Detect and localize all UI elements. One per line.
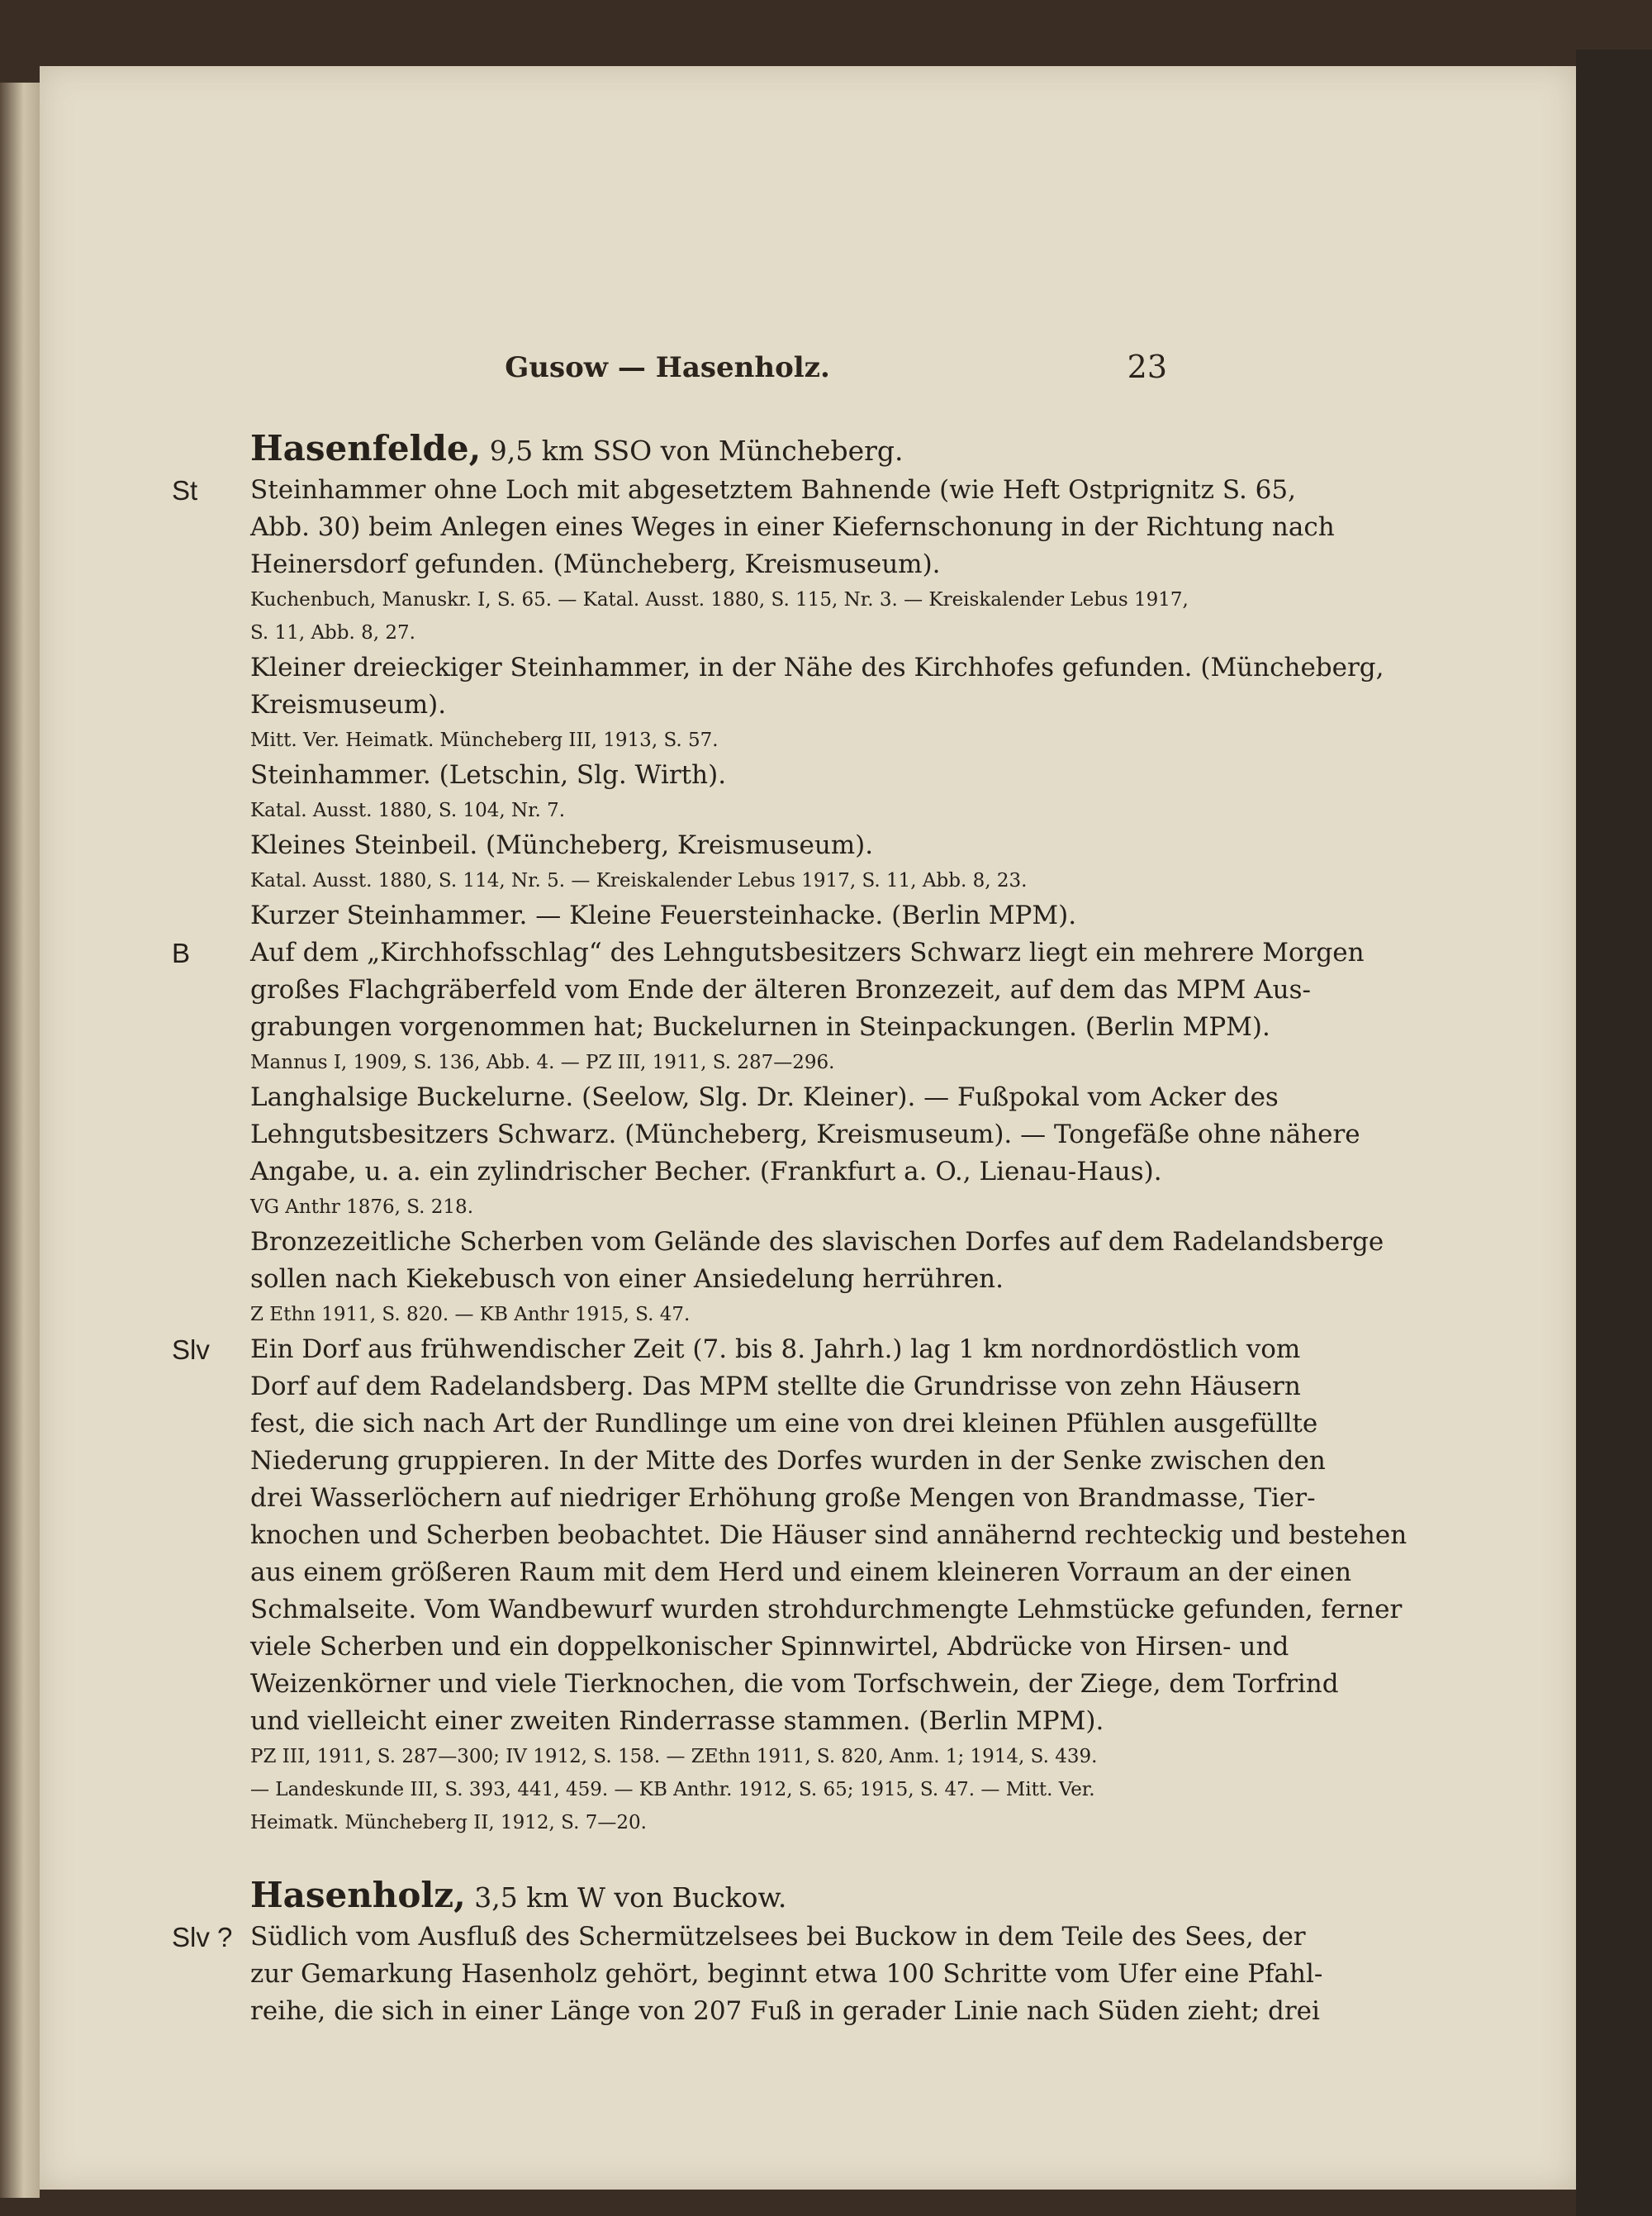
text-line <box>250 1153 1283 1191</box>
line-text: viele Scherben und ein doppelkonischer Spinnwirtel, Abdrücke von Hirsen- und <box>250 1632 1289 1662</box>
text-line <box>250 1517 1408 1554</box>
reference-line <box>250 1191 1283 1224</box>
line-text: Niederung gruppieren. In der Mitte des Dorfes wurden in der Senke zwischen den <box>250 1446 1326 1476</box>
text-line <box>250 972 1311 1009</box>
line-text: Lehngutsbesitzers Schwarz. (Müncheberg, Kreismuseum). — Tongefäße ohne nähere <box>250 1120 1360 1149</box>
line-text: Abb. 30) beim Anlegen eines Weges in einer Kiefernschonung in der Richtung nach <box>250 512 1335 542</box>
text-line <box>172 1919 1306 1956</box>
line-text: grabungen vorgenommen hat; Buckelurnen in Steinpackungen. (Berlin MPM). <box>250 1012 1270 1042</box>
line-text: Katal. Ausst. 1880, S. 114, Nr. 5. — Kreiskalender Lebus 1917, S. 11, Abb. 8, 23. <box>250 870 1028 892</box>
text-line <box>172 1331 1301 1368</box>
line-text: Ein Dorf aus frühwendischer Zeit (7. bis 8. Jahrh.) lag 1 km nordnordöstlich vom <box>250 1334 1301 1364</box>
text-line <box>250 649 1384 687</box>
line-text: sollen nach Kiekebusch von einer Ansiedelung herrühren. <box>250 1264 1004 1294</box>
line-text: Langhalsige Buckelurne. (Seelow, Slg. Dr. Kleiner). — Fußpokal vom Acker des <box>250 1082 1279 1112</box>
text-line <box>250 1116 1360 1153</box>
reference-line <box>250 1298 1283 1331</box>
line-text: Heimatk. Müncheberg II, 1912, S. 7—20. <box>250 1812 647 1833</box>
line-text: Kurzer Steinhammer. — Kleine Feuersteinhacke. (Berlin MPM). <box>250 901 1077 930</box>
line-text: Bronzezeitliche Scherben vom Gelände des slavischen Dorfes auf dem Radelandsberge <box>250 1227 1384 1257</box>
reference-line <box>250 583 1283 616</box>
period-marker: St <box>172 475 198 506</box>
line-text: Dorf auf dem Radelandsberg. Das MPM stellte die Grundrisse von zehn Häusern <box>250 1372 1301 1401</box>
text-line <box>250 897 1283 934</box>
text-line <box>250 1368 1301 1405</box>
reference-line <box>250 1773 1283 1806</box>
text-line <box>250 1554 1352 1591</box>
line-text: zur Gemarkung Hasenholz gehört, beginnt etwa 100 Schritte vom Ufer eine Pfahl- <box>250 1959 1323 1989</box>
period-marker: B <box>172 938 191 968</box>
line-text: S. 11, Abb. 8, 27. <box>250 622 415 644</box>
reference-line <box>250 724 1283 757</box>
line-text: Heinersdorf gefunden. (Müncheberg, Kreismuseum). <box>250 549 941 579</box>
text-line <box>250 1261 1283 1298</box>
text-line <box>250 1993 1320 2030</box>
line-text: Katal. Ausst. 1880, S. 104, Nr. 7. <box>250 800 566 821</box>
text-line <box>250 757 1283 794</box>
reference-line <box>250 616 1283 649</box>
text-line <box>250 1666 1339 1703</box>
reference-line <box>250 1806 1283 1839</box>
line-text: — Landeskunde III, S. 393, 441, 459. — KB Anthr. 1912, S. 65; 1915, S. 47. — Mitt. Ver. <box>250 1779 1095 1800</box>
line-text: drei Wasserlöchern auf niedriger Erhöhung große Mengen von Brandmasse, Tier- <box>250 1483 1316 1513</box>
line-text: VG Anthr 1876, S. 218. <box>250 1196 474 1218</box>
line-text: Mitt. Ver. Heimatk. Müncheberg III, 1913, S. 57. <box>250 730 719 751</box>
line-text: und vielleicht einer zweiten Rinderrasse stammen. (Berlin MPM). <box>250 1706 1104 1736</box>
text-line <box>250 1079 1283 1116</box>
line-text: reihe, die sich in einer Länge von 207 Fuß in gerader Linie nach Süden zieht; drei <box>250 1996 1320 2026</box>
line-text: Weizenkörner und viele Tierknochen, die vom Torfschwein, der Ziege, dem Torfrind <box>250 1669 1339 1699</box>
line-text: PZ III, 1911, S. 287—300; IV 1912, S. 158. — ZEthn 1911, S. 820, Anm. 1; 1914, S. 439. <box>250 1746 1098 1767</box>
reference-line <box>250 1046 1283 1079</box>
text-line <box>250 1956 1323 1993</box>
left-page-edge <box>0 83 40 2198</box>
line-text: Kreismuseum). <box>250 690 447 720</box>
place-heading <box>250 428 1283 472</box>
place-location: 3,5 km W von Buckow. <box>465 1881 787 1914</box>
text-line <box>250 546 1283 583</box>
book-spine <box>1576 50 1652 2216</box>
text-line <box>172 472 1296 509</box>
text-line <box>250 1443 1326 1480</box>
line-text: Z Ethn 1911, S. 820. — KB Anthr 1915, S. 47. <box>250 1304 691 1325</box>
line-text: Kuchenbuch, Manuskr. I, S. 65. — Katal. Ausst. 1880, S. 115, Nr. 3. — Kreiskalender Lebus 1917, <box>250 589 1189 611</box>
line-text: Mannus I, 1909, S. 136, Abb. 4. — PZ III, 1911, S. 287—296. <box>250 1052 835 1073</box>
place-name: Hasenfelde, <box>250 428 482 468</box>
place-heading <box>250 1875 1283 1919</box>
line-text: Schmalseite. Vom Wandbewurf wurden strohdurchmengte Lehmstücke gefunden, ferner <box>250 1595 1403 1624</box>
line-text: aus einem größeren Raum mit dem Herd und einem kleineren Vorraum an der einen <box>250 1557 1352 1587</box>
text-line <box>172 934 1365 972</box>
reference-line <box>250 794 1283 827</box>
reference-line <box>250 864 1283 897</box>
line-text: Auf dem „Kirchhofsschlag“ des Lehngutsbesitzers Schwarz liegt ein mehrere Morgen <box>250 938 1365 968</box>
line-text: Angabe, u. a. ein zylindrischer Becher. (Frankfurt a. O., Lienau-Haus). <box>250 1157 1162 1186</box>
line-text: knochen und Scherben beobachtet. Die Häuser sind annähernd rechteckig und bestehen <box>250 1520 1408 1550</box>
text-line <box>250 1405 1318 1443</box>
reference-line <box>250 1740 1283 1773</box>
book-page <box>40 66 1576 2190</box>
text-line <box>250 509 1335 546</box>
place-name: Hasenholz, <box>250 1875 466 1915</box>
text-line <box>250 1224 1384 1261</box>
page-body <box>172 421 1408 2030</box>
text-line <box>250 1591 1403 1629</box>
text-line <box>250 1703 1283 1740</box>
page-number: 23 <box>1127 349 1167 385</box>
line-text: Südlich vom Ausfluß des Schermützelsees bei Buckow in dem Teile des Sees, der <box>250 1922 1306 1952</box>
text-line <box>250 1629 1289 1666</box>
text-line <box>250 1480 1316 1517</box>
period-marker: Slv ? <box>172 1922 233 1952</box>
text-line <box>250 827 1283 864</box>
line-text: Kleiner dreieckiger Steinhammer, in der Nähe des Kirchhofes gefunden. (Müncheberg, <box>250 653 1384 682</box>
text-line <box>250 687 1283 724</box>
line-text: Kleines Steinbeil. (Müncheberg, Kreismuseum). <box>250 830 874 860</box>
line-text: fest, die sich nach Art der Rundlinge um eine von drei kleinen Pfühlen ausgefüllte <box>250 1409 1318 1438</box>
line-text: Steinhammer ohne Loch mit abgesetztem Bahnende (wie Heft Ostprignitz S. 65, <box>250 475 1296 505</box>
running-header: Gusow — Hasenholz. <box>505 351 830 384</box>
place-location: 9,5 km SSO von Müncheberg. <box>481 435 904 467</box>
line-text: großes Flachgräberfeld vom Ende der älteren Bronzezeit, auf dem das MPM Aus- <box>250 975 1311 1005</box>
text-line <box>250 1009 1283 1046</box>
line-text: Steinhammer. (Letschin, Slg. Wirth). <box>250 760 727 790</box>
section-gap <box>250 1839 1283 1868</box>
period-marker: Slv <box>172 1334 210 1365</box>
